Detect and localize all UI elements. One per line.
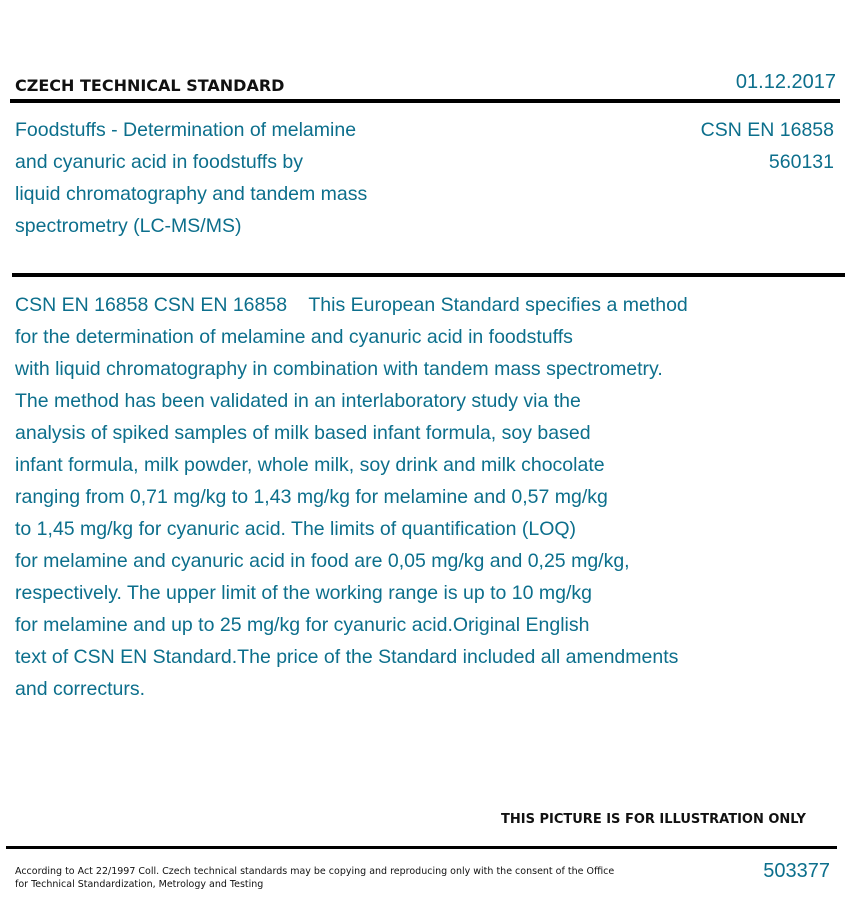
legal-notice-line: According to Act 22/1997 Coll. Czech technical standards may be copying and reproducing only with the consent of the Office	[15, 866, 615, 877]
abstract-line: CSN EN 16858 CSN EN 16858 This European Standard specifies a method	[15, 294, 688, 316]
abstract-line: for melamine and cyanuric acid in food are 0,05 mg/kg and 0,25 mg/kg,	[15, 550, 630, 572]
illustration-disclaimer: THIS PICTURE IS FOR ILLUSTRATION ONLY	[501, 812, 806, 827]
abstract-line: with liquid chromatography in combination with tandem mass spectrometry.	[15, 358, 663, 380]
abstract-line: infant formula, milk powder, whole milk, soy drink and milk chocolate	[15, 454, 605, 476]
publication-date: 01.12.2017	[735, 71, 836, 93]
abstract-line: The method has been validated in an interlaboratory study via the	[15, 390, 581, 412]
header-divider	[10, 99, 840, 103]
standard-title-line: spectrometry (LC-MS/MS)	[15, 215, 242, 237]
abstract-line: respectively. The upper limit of the working range is up to 10 mg/kg	[15, 582, 592, 604]
footer-divider	[6, 846, 837, 849]
abstract-line: ranging from 0,71 mg/kg to 1,43 mg/kg for melamine and 0,57 mg/kg	[15, 486, 608, 508]
abstract-line: to 1,45 mg/kg for cyanuric acid. The limits of quantification (LOQ)	[15, 518, 577, 540]
legal-notice	[15, 865, 615, 891]
standard-code: CSN EN 16858	[700, 119, 834, 141]
abstract-text	[15, 289, 845, 705]
standard-identifiers	[701, 114, 834, 178]
standard-title	[15, 114, 367, 242]
standard-title-line: and cyanuric acid in foodstuffs by	[15, 151, 303, 173]
standard-title-line: Foodstuffs - Determination of melamine	[15, 119, 357, 141]
document-type-heading: CZECH TECHNICAL STANDARD	[15, 76, 285, 95]
abstract-line: for melamine and up to 25 mg/kg for cyanuric acid.Original English	[15, 614, 590, 636]
abstract-line: and correcturs.	[15, 678, 146, 700]
abstract-line: for the determination of melamine and cyanuric acid in foodstuffs	[15, 326, 573, 348]
abstract-line: analysis of spiked samples of milk based infant formula, soy based	[15, 422, 591, 444]
standard-title-line: liquid chromatography and tandem mass	[15, 183, 368, 205]
catalog-number: 503377	[763, 860, 830, 882]
legal-notice-line: for Technical Standardization, Metrology and Testing	[15, 879, 264, 890]
standard-number: 560131	[768, 151, 834, 173]
section-divider	[12, 273, 845, 277]
abstract-line: text of CSN EN Standard.The price of the Standard included all amendments	[15, 646, 679, 668]
